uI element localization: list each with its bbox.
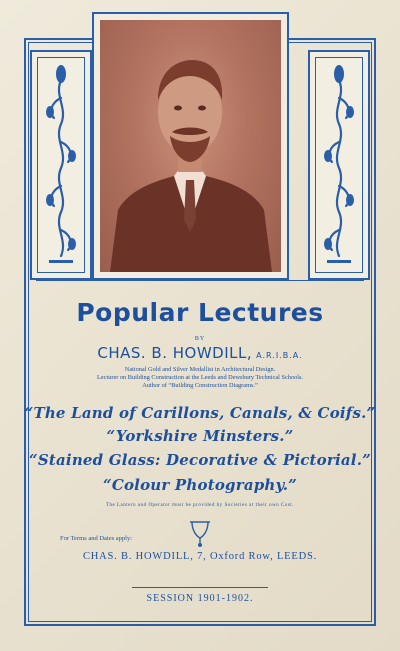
- lecture-title: “Colour Photography.”: [103, 476, 297, 494]
- portrait-figure: [100, 20, 281, 272]
- lecture-title: “Stained Glass: Decorative & Pictorial.”: [29, 451, 371, 469]
- contact-address: CHAS. B. HOWDILL, 7, Oxford Row, LEEDS.: [82, 551, 318, 562]
- lecture-title: “Yorkshire Minsters.”: [106, 427, 294, 445]
- right-ornament-panel: [308, 50, 370, 280]
- vine-ornament-icon: [310, 52, 368, 278]
- byline: BY: [194, 336, 206, 342]
- credential-line: Lecturer on Building Construction at the Leeds and Dewsbury Technical Schools.: [97, 374, 303, 381]
- vine-ornament-icon: [32, 52, 90, 278]
- credential-line: National Gold and Silver Medallist in Architectural Design.: [124, 366, 276, 373]
- credential-line: Author of “Building Construction Diagrams.”: [142, 382, 258, 389]
- left-ornament-panel: [30, 50, 92, 280]
- bell-icon: [180, 514, 220, 548]
- author-name: [0, 344, 400, 362]
- page-title: Popular Lectures: [76, 298, 324, 327]
- author-name-text: CHAS. B. HOWDILL,: [97, 344, 253, 362]
- lecture-title: “The Land of Carillons, Canals, & Coifs.”: [24, 404, 376, 422]
- terms-label: For Terms and Dates apply:: [60, 535, 132, 542]
- portrait-photo: [100, 20, 281, 272]
- session-label: SESSION 1901-1902.: [146, 593, 254, 604]
- lantern-note: The Lantern and Operator must be provided by Societies at their own Cost.: [105, 503, 295, 508]
- author-qualifications: A.R.I.B.A.: [256, 351, 303, 360]
